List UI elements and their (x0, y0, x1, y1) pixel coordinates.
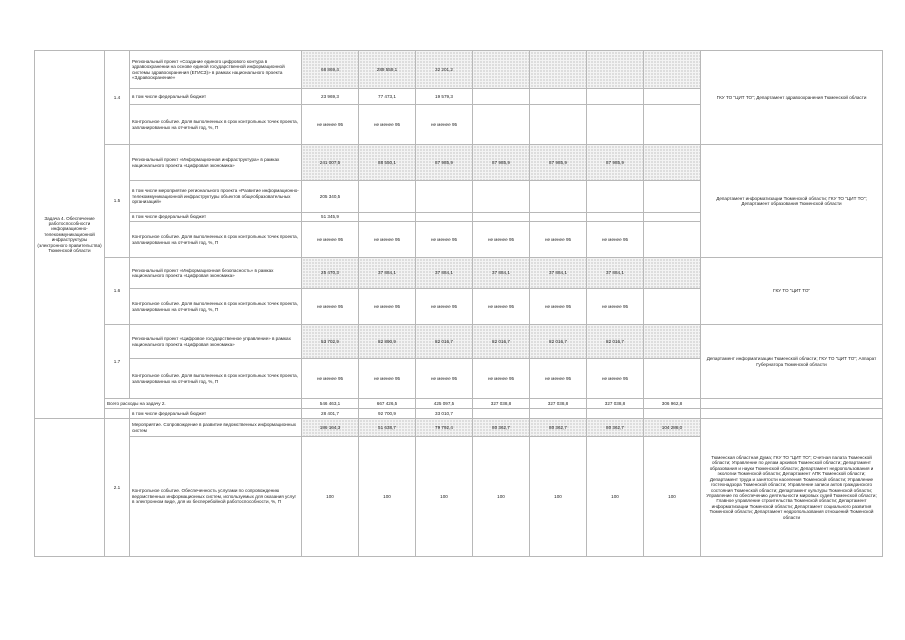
value-cell: 19 579,3 (416, 89, 473, 105)
value-cell: 82 016,7 (416, 325, 473, 359)
responsible-cell (701, 409, 883, 419)
table-row (35, 419, 883, 437)
value-cell (473, 213, 530, 222)
value-cell: 306 962,8 (644, 399, 701, 409)
value-cell (530, 105, 587, 145)
value-cell: не менее 95 (530, 289, 587, 325)
value-cell (473, 181, 530, 213)
value-cell: 51 345,9 (302, 213, 359, 222)
value-cell: 82 016,7 (473, 325, 530, 359)
value-cell (644, 89, 701, 105)
value-cell: 327 038,8 (587, 399, 644, 409)
value-cell (359, 181, 416, 213)
value-cell: не менее 95 (530, 222, 587, 258)
value-cell (530, 89, 587, 105)
measure-name: Мероприятие. Сопровождение в развитие ведомственных информационных систем (130, 419, 302, 437)
value-cell: 100 (473, 437, 530, 557)
value-cell (587, 213, 644, 222)
value-cell: 37 884,1 (530, 258, 587, 289)
project-name: Региональный проект «Информационная инфраструктура» в рамках национального проекта «Цифровая экономика» (130, 145, 302, 181)
federal-budget-label: в том числе федеральный бюджет (130, 213, 302, 222)
value-cell: 87 985,9 (473, 145, 530, 181)
value-cell: 82 016,7 (530, 325, 587, 359)
value-cell: 87 985,9 (587, 145, 644, 181)
value-cell (530, 409, 587, 419)
row-number: 2.1 (105, 419, 130, 557)
value-cell: 79 792,4 (416, 419, 473, 437)
value-cell: 25 470,3 (302, 258, 359, 289)
value-cell: 88 550,1 (359, 145, 416, 181)
project-name: Региональный проект «Информационная безопасность» в рамках национального проекта «Цифровая экономика» (130, 258, 302, 289)
value-cell: 33 010,7 (416, 409, 473, 419)
value-cell: 82 016,7 (587, 325, 644, 359)
table-row (35, 258, 883, 289)
value-cell: 100 (644, 437, 701, 557)
row-number (105, 409, 130, 419)
table-row (35, 145, 883, 181)
value-cell (587, 105, 644, 145)
table-row (35, 409, 883, 419)
value-cell (644, 105, 701, 145)
value-cell: 53 702,9 (302, 325, 359, 359)
value-cell: 82 890,9 (359, 325, 416, 359)
project-name: Региональный проект «Цифровое государственное управление» в рамках национального проекта «Цифровая экономика» (130, 325, 302, 359)
value-cell: не менее 95 (473, 222, 530, 258)
value-cell: 100 (359, 437, 416, 557)
responsible-cell: ГКУ ТО "ЦИТ ТО" (701, 258, 883, 325)
value-cell: не менее 95 (359, 222, 416, 258)
value-cell: не менее 95 (416, 105, 473, 145)
value-cell: не менее 95 (302, 222, 359, 258)
value-cell: не менее 95 (530, 359, 587, 399)
value-cell: не менее 95 (416, 222, 473, 258)
value-cell (473, 105, 530, 145)
total-label: Всего расходы на задачу 2. (105, 399, 302, 409)
federal-budget-label: в том числе федеральный бюджет (130, 409, 302, 419)
value-cell: 23 969,3 (302, 89, 359, 105)
control-event: Контрольное событие. Доля выполненных в срок контрольных точек проекта, запланированных на отчетный год, %, П (130, 359, 302, 399)
value-cell: 425 097,5 (416, 399, 473, 409)
value-cell (587, 409, 644, 419)
program-table (34, 50, 883, 557)
value-cell: 87 985,9 (416, 145, 473, 181)
value-cell: 37 884,1 (359, 258, 416, 289)
value-cell (644, 258, 701, 289)
value-cell: 186 164,3 (302, 419, 359, 437)
value-cell: 80 362,7 (473, 419, 530, 437)
value-cell (530, 51, 587, 89)
value-cell (473, 51, 530, 89)
value-cell (644, 213, 701, 222)
responsible-cell: Департамент информатизации Тюменской области; ГКУ ТО "ЦИТ ТО"; Департамент образования Тюменской области (701, 145, 883, 258)
value-cell: 289 559,1 (359, 51, 416, 89)
value-cell: 100 (416, 437, 473, 557)
value-cell: не менее 95 (587, 222, 644, 258)
value-cell: 68 869,4 (302, 51, 359, 89)
task-4-title: Задача 4. Обеспечение работоспособности информационно-телекоммуникационной инфраструктуры (электронного правительства) Тюменской области (35, 51, 105, 419)
value-cell: 77 473,1 (359, 89, 416, 105)
value-cell (644, 222, 701, 258)
control-event: Контрольное событие. Доля выполненных в срок контрольных точек проекта, запланированных на отчетный год, %, П (130, 289, 302, 325)
value-cell: 546 463,1 (302, 399, 359, 409)
project-name: Региональный проект «Создание единого цифрового контура в здравоохранении на основе единой государственной информационной системы здравоохранения (ЕГИСЗ)» в рамках национального проекта «Здравоохранение» (130, 51, 302, 89)
value-cell: 37 884,1 (473, 258, 530, 289)
control-event: Контрольное событие. Доля выполненных в срок контрольных точек проекта, запланированных на отчетный год, %, П (130, 222, 302, 258)
value-cell: 32 201,2 (416, 51, 473, 89)
value-cell: 100 (587, 437, 644, 557)
value-cell: не менее 95 (302, 105, 359, 145)
value-cell (416, 181, 473, 213)
value-cell (644, 145, 701, 181)
control-event: Контрольное событие. Доля выполненных в срок контрольных точек проекта, запланированных на отчетный год, %, П (130, 105, 302, 145)
value-cell: не менее 95 (473, 359, 530, 399)
value-cell: не менее 95 (416, 359, 473, 399)
value-cell: 28 401,7 (302, 409, 359, 419)
value-cell: 80 362,7 (587, 419, 644, 437)
row-number: 1.5 (105, 145, 130, 258)
value-cell (359, 213, 416, 222)
control-event: Контрольное событие. Обеспеченность услугами по сопровождению ведомственных информационных систем, используемых для оказания услуг в электронном виде, для их бесперебойной работоспособности, %, П (130, 437, 302, 557)
value-cell: не менее 95 (302, 359, 359, 399)
value-cell (530, 213, 587, 222)
responsible-cell: Департамент информатизации Тюменской области; ГКУ ТО "ЦИТ ТО"; Аппарат Губернатора Тюменской области (701, 325, 883, 399)
row-number: 1.6 (105, 258, 130, 325)
value-cell: не менее 95 (359, 359, 416, 399)
sub-measure: в том числе мероприятие регионального проекта «Развитие информационно-телекоммуникационной инфраструктуры объектов общеобразовательных организаций» (130, 181, 302, 213)
value-cell: 37 884,1 (416, 258, 473, 289)
value-cell: 327 038,8 (530, 399, 587, 409)
value-cell: 80 362,7 (530, 419, 587, 437)
value-cell: не менее 95 (302, 289, 359, 325)
value-cell (644, 289, 701, 325)
value-cell: 51 638,7 (359, 419, 416, 437)
table-row (35, 399, 883, 409)
value-cell (644, 181, 701, 213)
value-cell (644, 51, 701, 89)
value-cell: 667 426,5 (359, 399, 416, 409)
row-number: 1.7 (105, 325, 130, 399)
table-row (35, 51, 883, 89)
value-cell: 241 007,5 (302, 145, 359, 181)
value-cell: 100 (302, 437, 359, 557)
value-cell (587, 89, 644, 105)
value-cell (644, 325, 701, 359)
task-2-blank (35, 419, 105, 557)
responsible-cell: Тюменская областная Дума; ГКУ ТО "ЦИТ ТО"; Счетная палата Тюменской области; Управление по делам архивов Тюменской области; Департамент образования и науки Тюменской области; Департамент недропользования и экологии Тюменской области; Департамент АПК Тюменской области; Департамент труда и занятости населения Тюменской области; Управление гостехнадзора Тюменской области; Управление записи актов гражданского состояния Тюменской области; Департамент культуры Тюменской области; Управление по обеспечению деятельности мировых судей Тюменской области; Главное управление строительства Тюменской области; Департамент информатизации Тюменской области; Департамент социального развития Тюменской области; Департамент недропользования отношений Тюменской области (701, 419, 883, 557)
value-cell (530, 181, 587, 213)
value-cell: 92 700,9 (359, 409, 416, 419)
row-number: 1.4 (105, 51, 130, 145)
federal-budget-label: в том числе федеральный бюджет (130, 89, 302, 105)
responsible-cell: ГКУ ТО "ЦИТ ТО"; Департамент здравоохранения Тюменской области (701, 51, 883, 145)
value-cell: 104 288,0 (644, 419, 701, 437)
value-cell (416, 213, 473, 222)
value-cell: не менее 95 (587, 359, 644, 399)
value-cell: 87 985,9 (530, 145, 587, 181)
value-cell: не менее 95 (416, 289, 473, 325)
value-cell (644, 359, 701, 399)
value-cell: не менее 95 (587, 289, 644, 325)
value-cell (644, 409, 701, 419)
value-cell: 205 340,5 (302, 181, 359, 213)
value-cell: не менее 95 (473, 289, 530, 325)
value-cell: не менее 95 (359, 289, 416, 325)
value-cell (587, 51, 644, 89)
responsible-cell (701, 399, 883, 409)
table-row (35, 325, 883, 359)
value-cell: 327 038,8 (473, 399, 530, 409)
value-cell (473, 409, 530, 419)
value-cell: 100 (530, 437, 587, 557)
value-cell (473, 89, 530, 105)
value-cell: не менее 95 (359, 105, 416, 145)
value-cell (587, 181, 644, 213)
value-cell: 37 884,1 (587, 258, 644, 289)
